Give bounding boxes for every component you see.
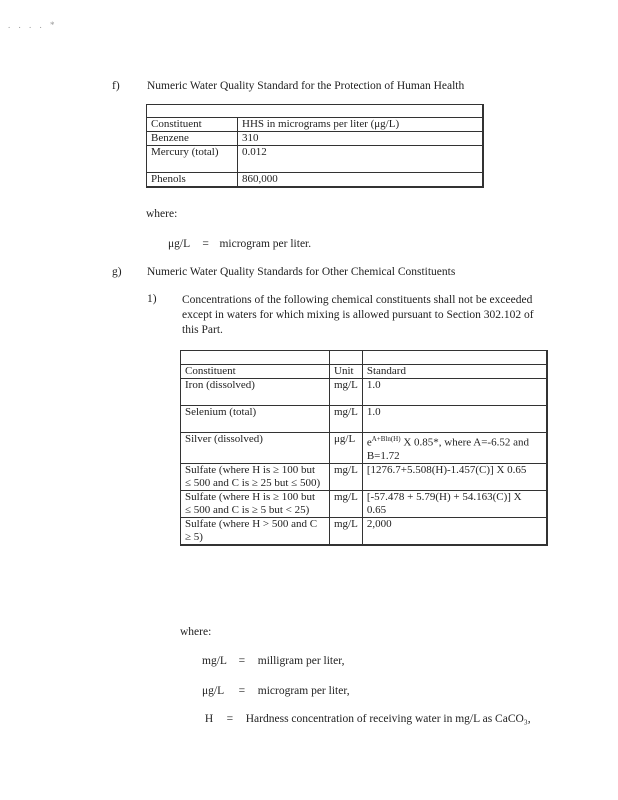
header-unit: Unit	[330, 365, 363, 379]
table-row	[181, 517, 548, 545]
cell-standard: [1276.7+5.508(H)-1.457(C)] X 0.65	[362, 463, 547, 490]
cell-constituent: Phenols	[147, 173, 238, 188]
table-row	[181, 433, 548, 464]
section-g-label: g)	[112, 266, 122, 278]
cell-constituent: Benzene	[147, 132, 238, 146]
cell-constituent	[181, 490, 330, 517]
cell-constituent: Mercury (total)	[147, 146, 238, 173]
cell-constituent-line: Sulfate (where H is ≥ 100 but	[185, 490, 316, 503]
page-scan-marks: . . . . *	[8, 20, 58, 30]
silver-formula-exponent: A+Bln(H)	[371, 435, 401, 443]
silver-formula-rest: X 0.85*, where A=-6.52 and B=1.72	[366, 436, 529, 462]
cell-standard	[362, 433, 547, 464]
definition-desc: microgram per liter,	[257, 685, 350, 697]
cell-value: 0.012	[238, 146, 484, 173]
cell-unit: μg/L	[330, 433, 363, 464]
where-label-f: where:	[146, 208, 178, 220]
cell-unit: mg/L	[330, 517, 363, 545]
cell-constituent: Sulfate (where H > 500 and C ≥ 5)	[181, 517, 330, 545]
human-health-table	[146, 104, 484, 188]
definition-equals: =	[202, 238, 209, 250]
definition-term: μg/L	[168, 238, 190, 250]
cell-constituent-line: Sulfate (where H is ≥ 100 but	[185, 463, 316, 476]
silver-formula-base: e	[366, 436, 372, 449]
cell-constituent: Iron (dissolved)	[181, 379, 330, 406]
cell-constituent-line: ≤ 500 and C is ≥ 25 but ≤ 500)	[185, 476, 321, 489]
definition-term: mg/L	[202, 655, 227, 667]
table-row	[181, 406, 548, 433]
cell-value: 860,000	[238, 173, 484, 188]
cell-constituent: Silver (dissolved)	[181, 433, 330, 464]
table-header-row	[181, 365, 548, 379]
item-1-text: Concentrations of the following chemical constituents shall not be exceeded except in waters for which mixing is allowed pursuant to Section 302.102 of this Part.	[182, 294, 534, 336]
table-row	[147, 132, 484, 146]
cell-constituent-line: ≤ 500 and C is ≥ 5 but < 25)	[185, 503, 310, 516]
definition-ug-l	[168, 238, 311, 250]
cell-constituent	[181, 463, 330, 490]
item-1-number: 1)	[147, 293, 157, 305]
header-hhs: HHS in micrograms per liter (μg/L)	[238, 118, 484, 132]
table-row	[181, 490, 548, 517]
definition-equals: =	[226, 713, 234, 725]
section-g-heading: Numeric Water Quality Standards for Other Chemical Constituents	[147, 266, 456, 278]
definition-h	[202, 713, 531, 725]
cell-standard: [-57.478 + 5.79(H) + 54.163(C)] X 0.65	[362, 490, 547, 517]
cell-value: 310	[238, 132, 484, 146]
definition-desc: milligram per liter,	[257, 655, 345, 667]
definition-mg-l	[202, 655, 344, 667]
cell-unit: mg/L	[330, 463, 363, 490]
section-f-label: f)	[112, 80, 120, 92]
table-header-row	[147, 118, 484, 132]
header-constituent: Constituent	[181, 365, 330, 379]
cell-standard: 1.0	[362, 379, 547, 406]
definition-ug-l-2	[202, 685, 350, 697]
definition-equals: =	[238, 655, 246, 667]
definition-term: μg/L	[202, 685, 225, 697]
definition-term: H	[204, 713, 214, 725]
where-label-g: where:	[180, 626, 212, 638]
table-row	[181, 379, 548, 406]
cell-unit: mg/L	[330, 379, 363, 406]
section-f-heading: Numeric Water Quality Standard for the Protection of Human Health	[147, 80, 465, 92]
chemical-constituents-table	[180, 350, 548, 546]
cell-unit: mg/L	[330, 406, 363, 433]
table-row	[181, 463, 548, 490]
cell-standard: 1.0	[362, 406, 547, 433]
header-constituent: Constituent	[147, 118, 238, 132]
definition-desc: Hardness concentration of receiving water in mg/L as CaCO₃,	[245, 713, 531, 725]
cell-unit: mg/L	[330, 490, 363, 517]
cell-standard: 2,000	[362, 517, 547, 545]
definition-equals: =	[238, 685, 246, 697]
table-row	[147, 146, 484, 173]
cell-constituent: Selenium (total)	[181, 406, 330, 433]
table-row	[147, 173, 484, 188]
definition-desc: microgram per liter.	[219, 238, 312, 250]
header-standard: Standard	[362, 365, 547, 379]
